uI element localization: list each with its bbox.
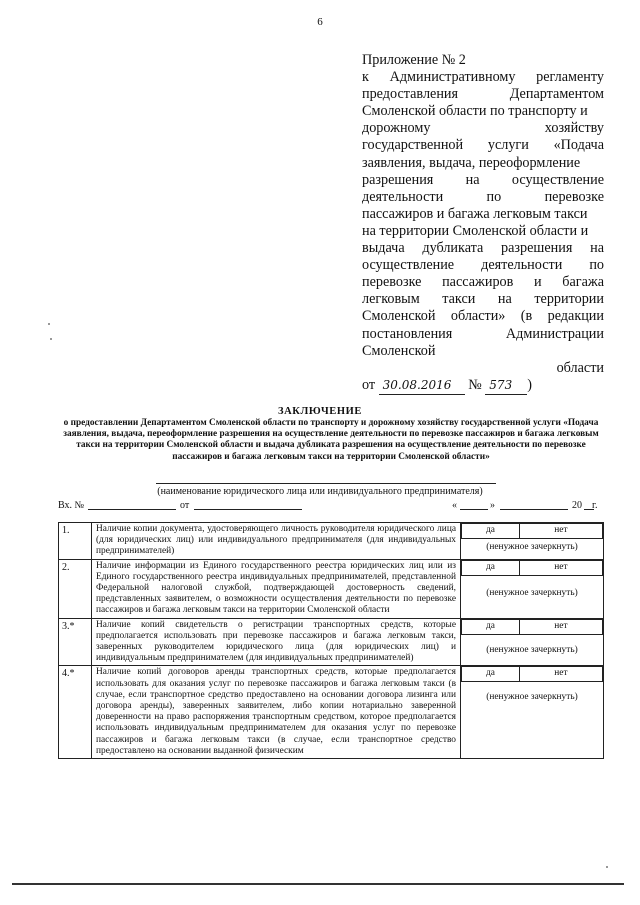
row-description: Наличие информации из Единого государственного реестра юридических лиц или из Единого государственного реестра индивидуальных предпринимателей, представленной Федеральной налоговой службой, подтверждающей достоверность сведений, представленных заявителем, о возможности осуществления деятельности по перевозке пассажиров и багажа легковым такси на территории Смоленской области [92,559,461,618]
answer-yes[interactable]: да [462,619,520,634]
table-row [59,523,604,560]
quote-close: » [490,500,495,511]
answer-no[interactable]: нет [519,619,602,634]
appendix-line: Смоленской области» (в редакции [362,308,604,325]
answer-note: (ненужное зачеркнуть) [486,644,578,655]
answer-note: (ненужное зачеркнуть) [486,587,578,598]
number-label: № [468,376,482,393]
answer-yes[interactable]: да [462,667,520,682]
row-number: 3.* [59,618,92,666]
answer-no[interactable]: нет [519,667,602,682]
scan-speck [50,338,52,340]
answer-note: (ненужное зачеркнуть) [486,692,578,703]
conclusion-subtitle: о предоставлении Департаментом Смоленской области по транспорту и дорожному хозяйству государственной услуги «Подача заявления, выдача, переоформление разрешения на осуществление деятельности по перевозке пассажиров и багажа легковым такси на территории Смоленской области и выдача дубликата разрешения на осуществление деятельности по перевозке пассажиров и багажа легковым такси на территории Смоленской области» [63,418,599,462]
answer-cell [461,559,604,618]
appendix-line: Смоленской [362,342,436,359]
appendix-date-line [362,377,604,395]
appendix-line: выдача дубликата разрешения на [362,240,604,257]
row-number: 4.* [59,666,92,759]
row-description: Наличие копии документа, удостоверяющего личность руководителя юридического лица (для юридических лиц) или индивидуального предпринимателя (для индивидуальных предпринимателей) [92,523,461,560]
answer-cell [461,666,604,759]
appendix-line: заявления, выдача, переоформление [362,154,581,171]
appendix-line: государственной услуги «Подача [362,137,604,154]
appendix-header [362,52,604,395]
date-suffix: ) [527,376,533,393]
conclusion-title: ЗАКЛЮЧЕНИЕ [277,406,363,417]
checklist-table [58,522,604,759]
incoming-registration-line [58,500,604,514]
appendix-line: дорожному хозяйству [362,120,604,137]
applicant-name-caption: (наименование юридического лица или индивидуального предпринимателя) [157,486,483,497]
answer-note: (ненужное зачеркнуть) [486,542,578,552]
table-row [59,666,604,759]
year-prefix: 20 [572,500,582,511]
answer-cell [461,618,604,666]
row-number: 2. [59,559,92,618]
scan-speck [48,323,50,325]
answer-no[interactable]: нет [519,524,602,539]
row-description: Наличие копий свидетельств о регистрации транспортных средств, которые предполагается использовать при перевозке пассажиров и багажа легковым такси, заверенных руководителем юридического лица (для юридических лиц) и индивидуальным предпринимателем (для индивидуальных предпринимателей) [92,618,461,666]
appendix-line: деятельности по перевозке [362,188,604,205]
handwritten-number: 573 [485,377,527,395]
table-row [59,559,604,618]
answer-yes[interactable]: да [462,524,520,539]
answer-no[interactable]: нет [519,560,602,575]
appendix-line: на территории Смоленской области и [362,222,589,239]
applicant-name-field[interactable] [156,483,496,484]
scan-speck [606,866,608,868]
incoming-from-label: от [180,500,190,511]
answer-cell [461,523,604,560]
scan-edge-line [12,883,624,885]
appendix-title: Приложение № 2 [362,52,466,68]
page-number: 6 [317,16,323,28]
appendix-line: перевозке пассажиров и багажа [362,274,604,291]
year-suffix: г. [592,500,598,511]
date-prefix: от [362,376,376,393]
quote-open: « [452,500,457,511]
appendix-line: к Административному регламенту [362,69,604,86]
row-description: Наличие копий договоров аренды транспортных средств, которые предполагается использовать для оказания услуг по перевозке пассажиров и багажа легковым такси (в случае, если транспортное средство предоставлено на основании договора лизинга или договора аренды), заверенных заявителем, либо копии нотариально заверенной доверенности на право распоряжения транспортным средством, которое предполагается использовать индивидуальным предпринимателем для оказания услуг по перевозке пассажиров и багажа легковым такси (в случае, если транспортное средство предоставлено на основании выданной физическим [92,666,461,759]
appendix-line: разрешения на осуществление [362,171,604,188]
table-row [59,618,604,666]
incoming-number-label: Вх. № [58,500,85,511]
appendix-line: осуществление деятельности по [362,257,604,274]
handwritten-date: 30.08.2016 [379,377,465,395]
appendix-line: легковым такси на территории [362,291,604,308]
appendix-line: постановления Администрации [362,325,604,342]
appendix-line: пассажиров и багажа легковым такси [362,205,588,222]
row-number: 1. [59,523,92,560]
appendix-line: области [556,359,604,376]
appendix-line: Смоленской области по транспорту и [362,103,588,120]
answer-yes[interactable]: да [462,560,520,575]
appendix-line: предоставления Департаментом [362,86,604,103]
